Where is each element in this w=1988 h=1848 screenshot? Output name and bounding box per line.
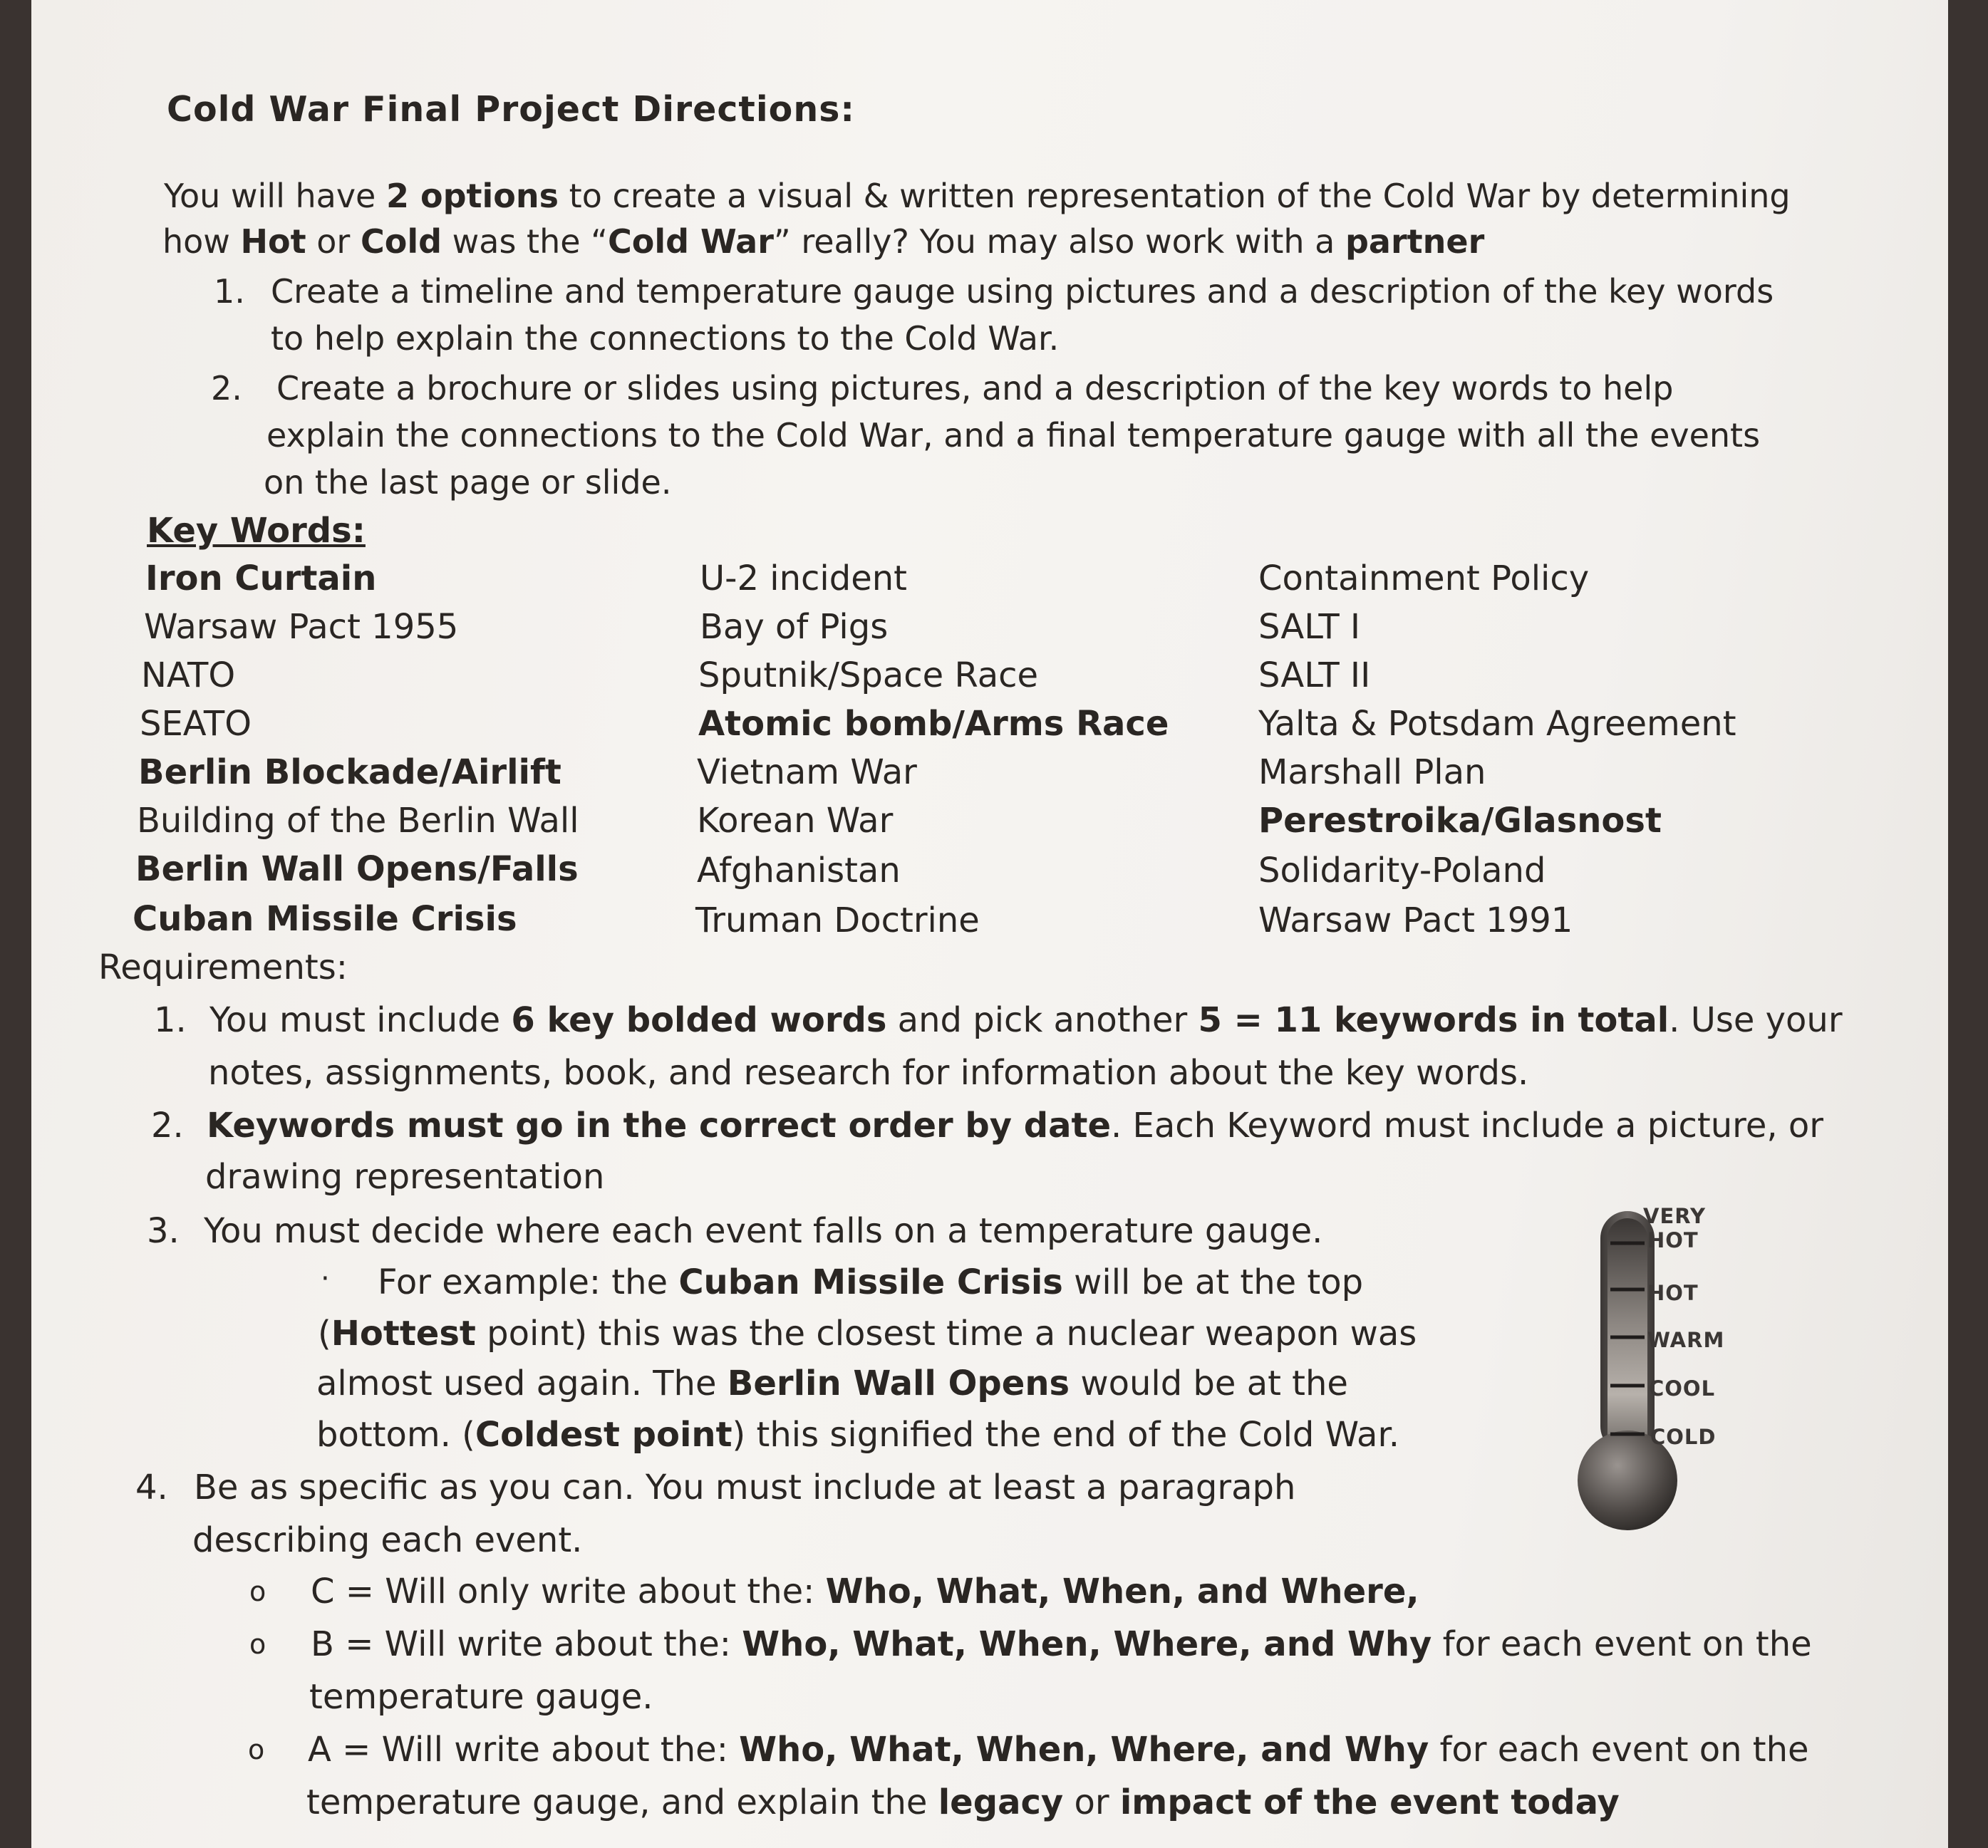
grade-a-bullet: o	[248, 1734, 265, 1765]
option-2-line-3: on the last page or slide.	[264, 463, 672, 502]
gauge-label-hot: HOT	[1647, 1281, 1699, 1305]
req-3-number: 3.	[147, 1211, 180, 1251]
keyword-seato: SEATO	[140, 704, 252, 744]
req-1-number: 1.	[154, 1000, 187, 1040]
key-words-heading: Key Words:	[147, 511, 366, 551]
keyword-truman-doctrine: Truman Doctrine	[695, 900, 980, 940]
keyword-berlin-blockade: Berlin Blockade/Airlift	[138, 752, 561, 792]
keyword-nato: NATO	[141, 655, 236, 695]
keyword-containment-policy: Containment Policy	[1258, 559, 1590, 598]
req-1-line-2: notes, assignments, book, and research for information about the key words.	[208, 1053, 1529, 1093]
gauge-label-cold: COLD	[1650, 1425, 1717, 1449]
keyword-bay-of-pigs: Bay of Pigs	[700, 607, 889, 647]
intro-line-1: You will have 2 options to create a visual & written representation of the Cold War by determining	[164, 177, 1791, 215]
grade-c-line: C = Will only write about the: Who, What, When, and Where,	[311, 1572, 1419, 1611]
req-4-line-2: describing each event.	[192, 1520, 583, 1560]
keyword-iron-curtain: Iron Curtain	[145, 559, 377, 598]
option-1-number: 1.	[214, 272, 245, 311]
grade-b-line-1: B = Will write about the: Who, What, When, Where, and Why for each event on the	[311, 1624, 1812, 1664]
option-2-number: 2.	[211, 369, 242, 408]
keyword-building-berlin-wall: Building of the Berlin Wall	[137, 801, 579, 841]
grade-c-bullet: o	[249, 1576, 266, 1607]
page-title: Cold War Final Project Directions:	[167, 89, 855, 130]
req-4-line-1: Be as specific as you can. You must include at least a paragraph	[194, 1468, 1296, 1507]
keyword-cuban-missile-crisis: Cuban Missile Crisis	[133, 899, 517, 939]
req-3-example-line-2: (Hottest point) this was the closest time a nuclear weapon was	[318, 1314, 1417, 1354]
req-3-bullet: ·	[321, 1262, 330, 1295]
keyword-vietnam-war: Vietnam War	[697, 752, 917, 792]
gauge-label-warm: WARM	[1647, 1328, 1725, 1352]
gauge-label-very-hot: HOT	[1647, 1228, 1699, 1252]
keyword-solidarity-poland: Solidarity-Poland	[1258, 851, 1546, 891]
keyword-u2-incident: U-2 incident	[700, 559, 907, 598]
option-2-line-1: Create a brochure or slides using pictures, and a description of the key words to help	[276, 369, 1674, 408]
keyword-perestroika: Perestroika/Glasnost	[1258, 801, 1662, 841]
option-2-line-2: explain the connections to the Cold War, and a final temperature gauge with all the events	[266, 416, 1761, 455]
keyword-marshall-plan: Marshall Plan	[1258, 752, 1486, 792]
req-4-number: 4.	[135, 1468, 168, 1507]
keyword-warsaw-pact-1955: Warsaw Pact 1955	[144, 607, 459, 647]
req-3-example-line-1: For example: the Cuban Missile Crisis will be at the top	[378, 1262, 1364, 1302]
intro-line-2: how Hot or Cold was the “Cold War” really? You may also work with a partner	[162, 222, 1485, 261]
req-2-line-2: drawing representation	[205, 1157, 605, 1197]
keyword-warsaw-pact-1991: Warsaw Pact 1991	[1258, 900, 1573, 940]
req-1-line-1: You must include 6 key bolded words and pick another 5 = 11 keywords in total. Use your	[209, 1000, 1843, 1040]
option-1-line-1: Create a timeline and temperature gauge using pictures and a description of the key words	[271, 272, 1774, 311]
requirements-heading: Requirements:	[98, 948, 348, 987]
option-1-line-2: to help explain the connections to the Cold War.	[271, 319, 1060, 358]
req-3-example-line-3: almost used again. The Berlin Wall Opens would be at the	[316, 1364, 1348, 1403]
keyword-afghanistan: Afghanistan	[697, 851, 901, 891]
req-2-line-1: Keywords must go in the correct order by date. Each Keyword must include a picture, or	[207, 1106, 1823, 1146]
grade-b-bullet: o	[249, 1629, 266, 1660]
keyword-salt-2: SALT II	[1258, 655, 1371, 695]
keyword-atomic-bomb: Atomic bomb/Arms Race	[698, 704, 1169, 744]
keyword-korean-war: Korean War	[697, 801, 894, 841]
req-2-number: 2.	[151, 1106, 184, 1146]
grade-a-line-2: temperature gauge, and explain the legacy or impact of the event today	[306, 1782, 1620, 1822]
keyword-salt-1: SALT I	[1258, 607, 1361, 647]
grade-b-line-2: temperature gauge.	[309, 1677, 653, 1717]
req-3-example-line-4: bottom. (Coldest point) this signified the end of the Cold War.	[316, 1415, 1400, 1455]
keyword-sputnik: Sputnik/Space Race	[698, 655, 1039, 695]
req-3-line-1: You must decide where each event falls on a temperature gauge.	[204, 1211, 1323, 1251]
grade-a-line-1: A = Will write about the: Who, What, When, Where, and Why for each event on the	[308, 1730, 1809, 1770]
gauge-label-very: VERY	[1643, 1204, 1706, 1228]
document-page	[31, 0, 1948, 1848]
keyword-yalta-potsdam: Yalta & Potsdam Agreement	[1258, 704, 1736, 744]
keyword-berlin-wall-opens: Berlin Wall Opens/Falls	[135, 849, 579, 889]
gauge-label-cool: COOL	[1649, 1376, 1716, 1401]
